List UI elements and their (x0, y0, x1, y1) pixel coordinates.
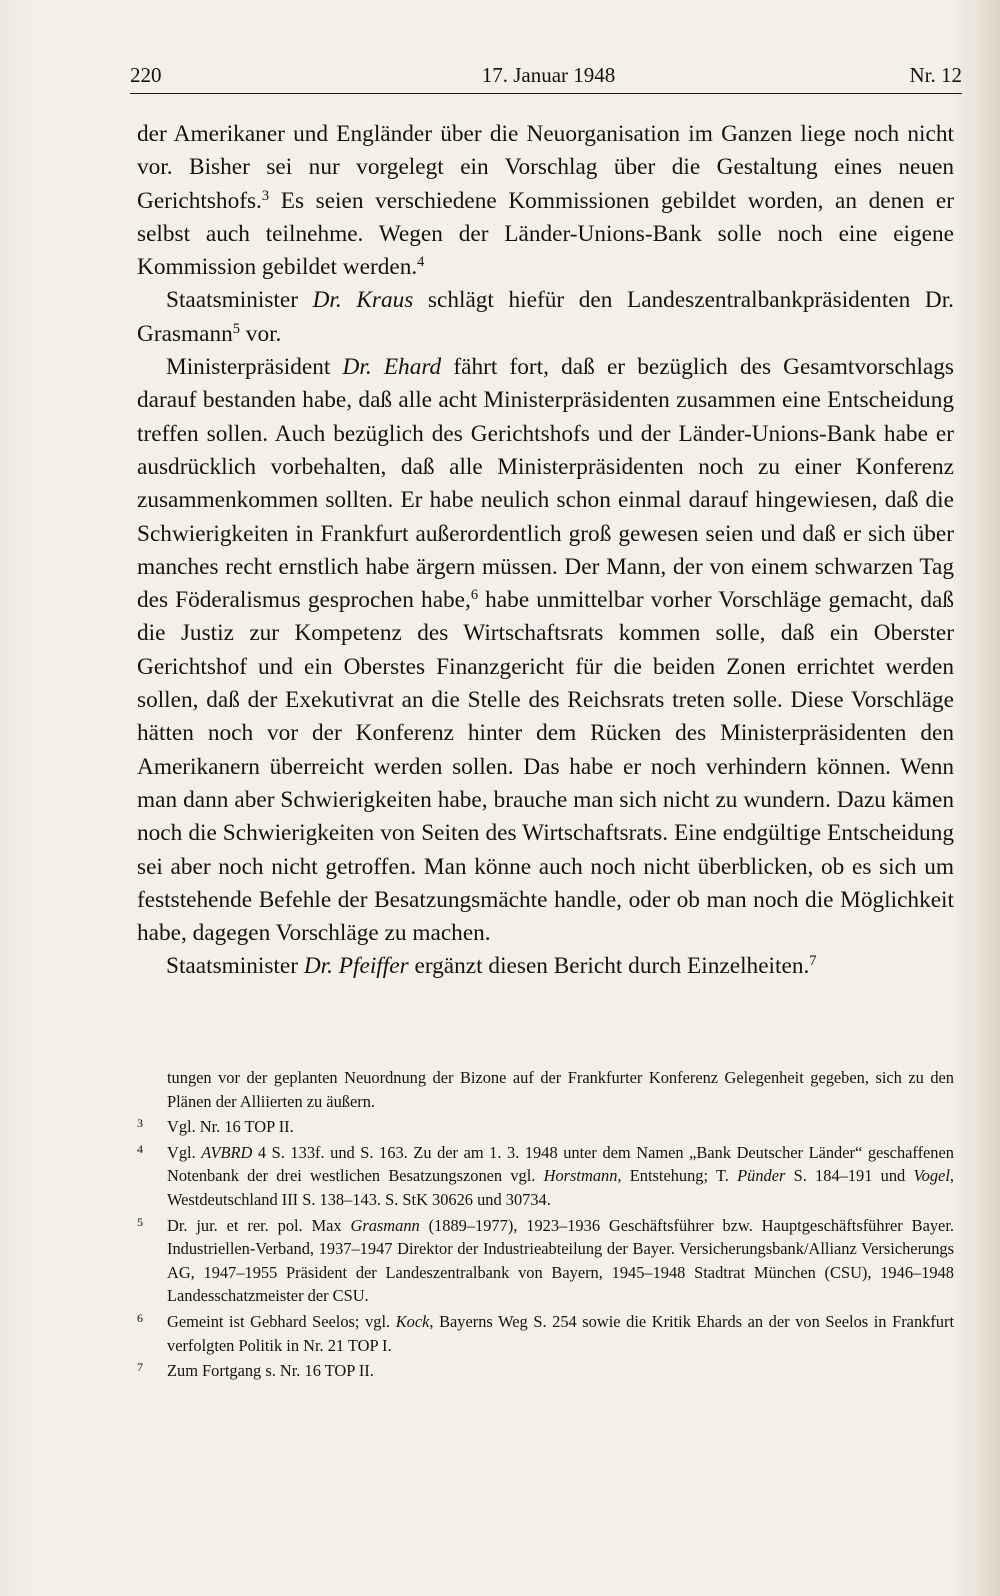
footnote-list (137, 1115, 954, 1383)
italic-name: Dr. Pfeiffer (303, 953, 409, 980)
footnote-continuation: tungen vor der geplanten Neuordnung der Bizone auf der Frankfurter Konferenz Gelegenheit gegeben, sich zu den Plänen der Alliierten zu äußern. (167, 1068, 954, 1111)
footnote (137, 1214, 954, 1308)
paragraph (137, 284, 954, 351)
footnote-number: 4 (137, 1141, 143, 1156)
italic-name: Vogel (913, 1166, 950, 1186)
italic-name: AVBRD (201, 1142, 253, 1162)
footnote-number: 7 (137, 1360, 143, 1375)
paragraph (137, 118, 954, 284)
footnote-number: 6 (137, 1310, 143, 1325)
footnote-reference: 3 (261, 187, 270, 204)
footnote (137, 1359, 954, 1383)
italic-name: Dr. Ehard (342, 354, 442, 381)
text-run: Ministerpräsident (166, 354, 343, 381)
document-number: Nr. 12 (909, 63, 962, 87)
footnote-reference: 6 (470, 587, 479, 604)
text-run: Staatsminister (166, 287, 313, 314)
footnote (137, 1141, 954, 1212)
paragraph (137, 950, 954, 983)
text-run: , Entstehung; T. (617, 1166, 738, 1186)
text-run: , Westdeutschland III S. 138–143. S. StK 30626 und 30734. (167, 1166, 954, 1209)
text-run: ergänzt diesen Bericht durch Einzelheiten. (408, 953, 810, 980)
text-run: habe unmittelbar vorher Vorschläge gemacht, daß die Justiz zur Kompetenz des Wirtschaftsrats kommen solle, daß ein Oberster Gerichtshof und ein Oberstes Finanzgericht für die beiden Zonen errichtet werden sollen, daß der Exekutivrat an die Stelle des Reichsrats treten solle. Diese Vorschläge hätten noch vor der Konferenz hinter dem Rücken des Ministerpräsidenten den Amerikanern überreicht werden sollen. Das habe er noch verhindern können. Wenn man dann aber Schwierigkeiten habe, brauche man sich nicht zu wundern. Dazu kämen noch die Schwierigkeiten von Seiten des Wirtschaftsrats. Eine endgültige Entscheidung sei aber noch nicht getroffen. Man könne auch noch nicht überblicken, ob es sich um feststehende Befehle der Besatzungsmächte handle, oder ob man noch die Möglichkeit habe, dagegen Vorschläge zu machen. (137, 587, 954, 947)
text-run: Vgl. Nr. 16 TOP II. (167, 1117, 294, 1137)
text-run: Staatsminister (166, 953, 304, 980)
header-rule (130, 93, 962, 94)
footnote-reference: 7 (809, 953, 817, 970)
text-run: 4 S. 133f. und S. 163. Zu der am 1. 3. 1948 unter dem Namen „Bank Deutscher Länder“ geschaffenen Notenbank der drei westlichen Besatzungszonen vgl. (167, 1142, 954, 1186)
italic-name: Kock (395, 1311, 430, 1331)
text-run: Zum Fortgang s. Nr. 16 TOP II. (167, 1361, 374, 1381)
paragraph (137, 351, 954, 950)
italic-name: Dr. Kraus (312, 287, 414, 314)
footnote (137, 1310, 954, 1357)
italic-name: Grasmann (350, 1215, 420, 1235)
footnote-reference: 4 (417, 254, 425, 271)
text-run: Dr. jur. et rer. pol. Max (167, 1215, 351, 1235)
italic-name: Pünder (737, 1166, 786, 1186)
footnote (137, 1115, 954, 1139)
footnotes (137, 1066, 954, 1383)
text-run: S. 184–191 und (785, 1166, 914, 1186)
main-text (137, 118, 954, 984)
footnote-number: 3 (137, 1116, 143, 1131)
footnote-reference: 5 (232, 320, 240, 337)
text-run: Es seien verschiedene Kommissionen gebildet worden, an denen er selbst auch teilnehme. Wegen der Länder-Unions-Bank solle noch eine eigene Kommission gebildet werden. (137, 187, 954, 281)
text-run: fährt fort, daß er bezüglich des Gesamtvorschlags darauf bestanden habe, daß alle acht Ministerpräsidenten zusammen eine Entscheidung treffen sollen. Auch bezüglich des Gerichtshofs und der Länder-Unions-Bank habe er ausdrücklich vorbehalten, daß alle Ministerpräsidenten noch zu einer Konferenz zusammenkommen sollten. Er habe neulich schon einmal darauf hingewiesen, daß die Schwierigkeiten in Frankfurt außerordentlich groß gewesen seien und daß er sich über manches recht ernstlich habe ärgern müssen. Der Mann, der von einem schwarzen Tag des Föderalismus gesprochen habe, (137, 354, 954, 614)
text-run: Vgl. (167, 1142, 202, 1162)
text-run: , Bayerns Weg S. 254 sowie die Kritik Ehards an der von Seelos in Frankfurt verfolgten Politik in Nr. 21 TOP I. (167, 1311, 955, 1355)
header-date: 17. Januar 1948 (481, 63, 616, 87)
text-run: vor. (239, 320, 282, 347)
text-run: der Amerikaner und Engländer über die Neuorganisation im Ganzen liege noch nicht vor. Bisher sei nur vorgelegt ein Vorschlag über die Gestaltung eines neuen Gerichtshofs. (137, 121, 954, 214)
page-number: 220 (130, 63, 162, 87)
text-run: (1889–1977), 1923–1936 Geschäftsführer bzw. Hauptgeschäftsführer Bayer. Industriellen-Verband, 1937–1947 Direktor der Industrieabteilung der Bayer. Versicherungsbank/Allianz Versicherungs AG, 1947–1955 Präsident der Landeszentralbank von Bayern, 1945–1948 Stadtrat München (CSU), 1946–1948 Landesschatzmeister der CSU. (167, 1215, 954, 1306)
italic-name: Horstmann (543, 1166, 618, 1186)
footnote-number: 5 (137, 1214, 143, 1229)
text-run: schlägt hiefür den Landeszentralbankpräsidenten Dr. Grasmann (137, 287, 954, 347)
text-run: Gemeint ist Gebhard Seelos; vgl. (167, 1311, 396, 1331)
running-header (130, 62, 962, 88)
